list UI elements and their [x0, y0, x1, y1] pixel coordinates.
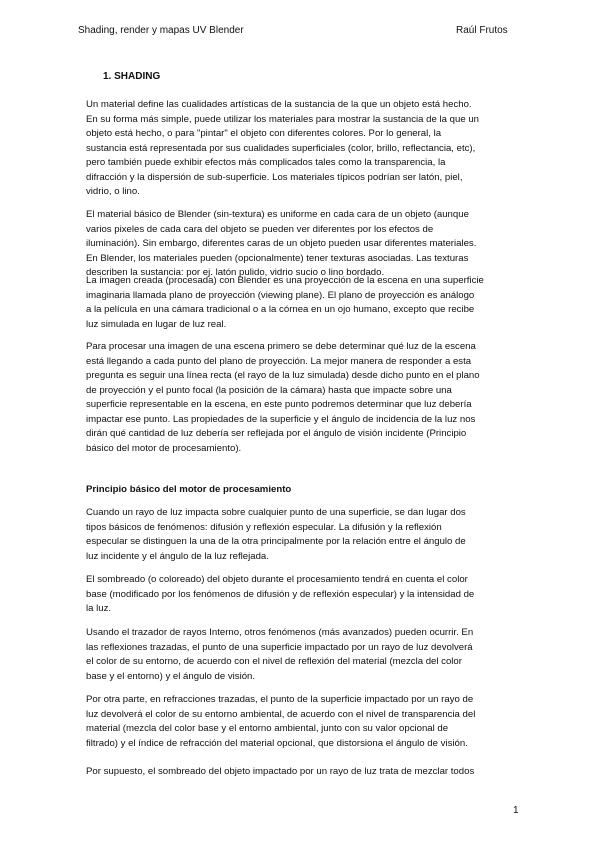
text-line: pregunta es seguir una línea recta (el rayo de la luz simulada) desde dicho punto en el plano [86, 370, 480, 381]
text-line: base (modificado por los fenómenos de difusión y de reflexión especular) y la intensidad de [86, 588, 475, 600]
text-line: describen la sustancia: por ej. latón pulido, vidrio sucio o lino bordado. [86, 267, 385, 278]
text-line: En Blender, los materiales pueden (opcionalmente) tener texturas asociadas. Las texturas [86, 252, 469, 264]
paragraph [86, 573, 474, 617]
header-author: Raúl Frutos [456, 25, 508, 36]
text-line: El sombreado (o coloreado) del objeto durante el procesamiento tendrá en cuenta el color [86, 574, 468, 585]
text-line: objeto está hecho, o para "pintar" el objeto con diferentes colores. Por lo general, la [86, 128, 442, 139]
section-heading: 1. SHADING [103, 71, 161, 82]
text-line: La imagen creada (procesada) con Blender es una proyección de la escena en una superficie [86, 275, 484, 286]
text-line: luz devolverá el color de su entorno ambiental, de acuerdo con el nivel de transparencia del [86, 708, 476, 720]
text-line: filtrado) y el índice de refracción del material opcional, que distorsiona el ángulo de visión. [86, 737, 468, 749]
text-line: de proyección y el punto focal (la posición de la cámara) hasta que impacte sobre una [86, 384, 452, 396]
subheading [86, 483, 291, 498]
text-line: especular se distinguen la una de la otra principalmente por la relación entre el ángulo de [86, 536, 466, 547]
paragraph [86, 340, 480, 456]
paragraph [86, 208, 476, 281]
text-line: sustancia está representada por sus cualidades superficiales (color, brillo, reflectancia, etc), [86, 142, 476, 154]
text-line: Cuando un rayo de luz impacta sobre cualquier punto de una superficie, se dan lugar dos [86, 507, 466, 518]
text-line: impactar ese punto. Las propiedades de la superficie y el ángulo de incidencia de la luz nos [86, 413, 476, 425]
text-line: las reflexiones trazadas, el punto de una superficie impactado por un rayo de luz devolverá [86, 641, 473, 653]
text-line: iluminación). Sin embargo, diferentes caras de un objeto pueden usar diferentes materiales. [86, 238, 477, 249]
text-line: Principio básico del motor de procesamiento [86, 484, 292, 495]
text-line: luz incidente y el ángulo de la luz reflejada. [86, 550, 269, 562]
text-line: el color de su entorno, de acuerdo con el nivel de reflexión del material (mezcla del color [86, 656, 462, 667]
paragraph [86, 765, 474, 780]
paragraph [86, 98, 479, 200]
text-line: material (mezcla del color base y el entorno ambiental, junto con su valor opcional de [86, 723, 449, 734]
text-line: básico del motor de procesamiento). [86, 442, 242, 454]
text-line: tipos básicos de fenómenos: difusión y reflexión especular. La difusión y la reflexión [86, 521, 442, 533]
text-line: El material básico de Blender (sin-textura) es uniforme en cada cara de un objeto (aunque [86, 209, 469, 220]
paragraph [86, 693, 475, 751]
text-line: difracción y la dispersión de sub-superficie. Los materiales típicos podrían ser latón, piel, [86, 171, 463, 183]
text-line: base y el entorno) y el ángulo de visión. [86, 670, 256, 682]
text-line: superficie representable en la escena, en este punto podremos determinar que luz debería [86, 399, 472, 410]
text-line: Usando el trazador de rayos Interno, otros fenómenos (más avanzados) pueden ocurrir. En [86, 627, 474, 638]
text-line: Para procesar una imagen de una escena primero se debe determinar qué luz de la escena [86, 341, 476, 352]
header-title: Shading, render y mapas UV Blender [78, 25, 244, 36]
text-line: dirán qué cantidad de luz debería ser reflejada por el ángulo de visión incidente (Principio [86, 428, 467, 439]
text-line: pero también puede exhibir efectos más complicados tales como la transparencia, la [86, 157, 446, 168]
paragraph [86, 274, 484, 332]
text-line: Por otra parte, en refracciones trazadas, el punto de la superficie impactado por un rayo de [86, 694, 474, 705]
text-line: la luz. [86, 603, 112, 614]
page-number: 1 [513, 805, 519, 816]
paragraph [86, 626, 473, 684]
text-line: En su forma más simple, puede utilizar los materiales para mostrar la sustancia de la que un [86, 113, 479, 125]
text-line: está llegando a cada punto del plano de proyección. La mejor manera de responder a esta [86, 355, 472, 367]
text-line: vidrio, o lino. [86, 186, 140, 197]
text-line: luz simulada en lugar de luz real. [86, 318, 227, 330]
paragraph [86, 506, 466, 564]
text-line: a la película en una cámara tradicional o a la córnea en un ojo humano, excepto que recibe [86, 304, 475, 315]
text-line: Un material define las cualidades artísticas de la sustancia de la que un objeto está hecho. [86, 99, 472, 110]
text-line: varios pixeles de cada cara del objeto se pueden ver diferentes por los efectos de [86, 223, 434, 235]
text-line: imaginaria llamada plano de proyección (viewing plane). El plano de proyección es análogo [86, 289, 475, 301]
text-line: Por supuesto, el sombreado del objeto impactado por un rayo de luz trata de mezclar todos [86, 766, 475, 777]
